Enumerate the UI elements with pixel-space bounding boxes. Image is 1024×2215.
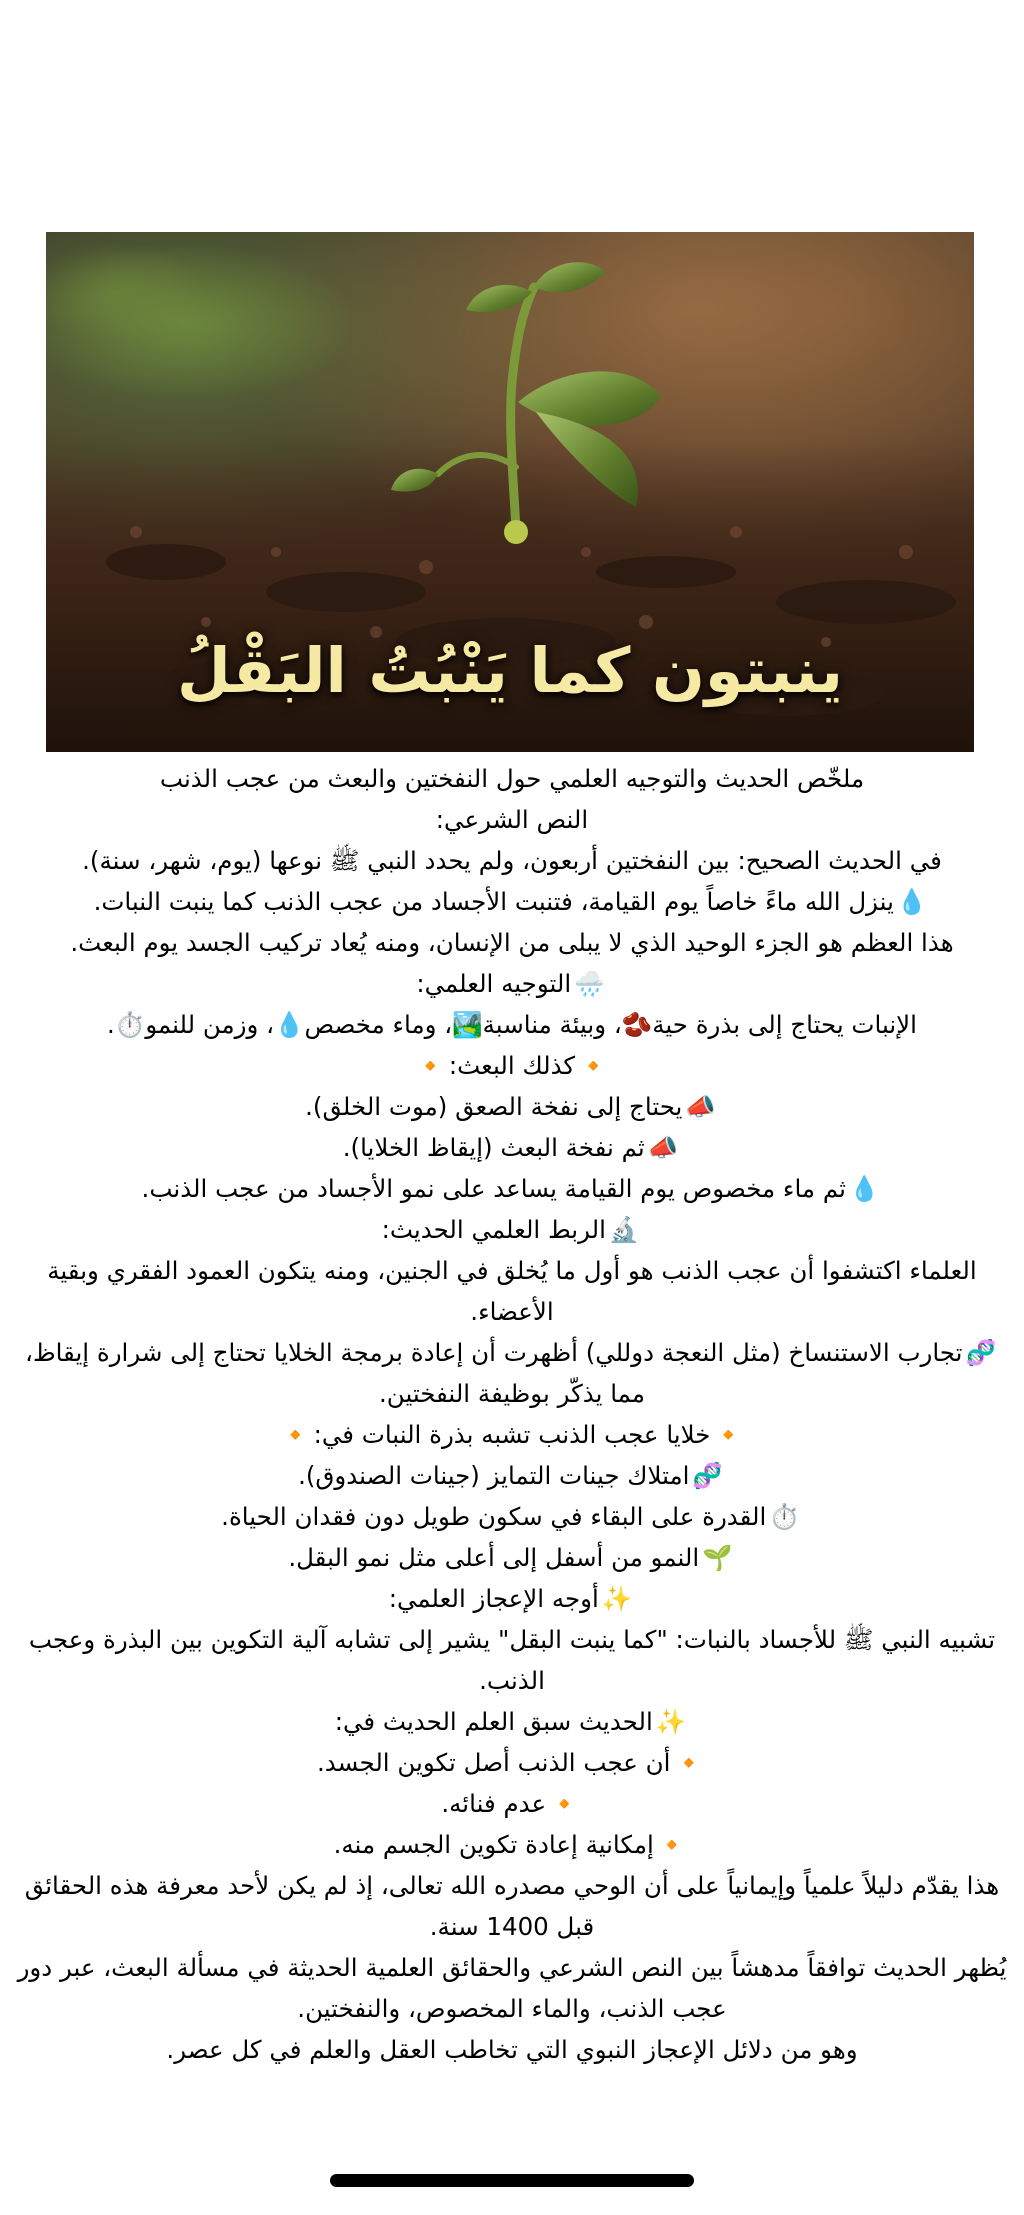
article-line	[0, 1824, 1024, 1865]
line-text: خلايا عجب الذنب تشبه بذرة النبات في:	[313, 1420, 711, 1449]
article-body	[0, 758, 1024, 2070]
line-text: النص الشرعي:	[435, 805, 589, 834]
line-icon: 🌱	[702, 1543, 733, 1572]
article-line	[0, 1168, 1024, 1209]
line-icon: 🔸	[673, 1748, 704, 1777]
line-icon: 🔸	[656, 1830, 688, 1859]
line-text: الإنبات يحتاج إلى بذرة حية🫘، وبيئة مناسبة🏞️، وماء مخصص💧، وزمن للنمو⏱️.	[107, 1010, 917, 1039]
article-line	[0, 1947, 1024, 2029]
article-line	[0, 1332, 1024, 1414]
line-text: تجارب الاستنساخ (مثل النعجة دوللي) أظهرت أن إعادة برمجة الخلايا تحتاج إلى شرارة إيقاظ، مما يذكّر بوظيفة النفختين.	[25, 1338, 963, 1408]
article-line	[0, 1496, 1024, 1537]
line-text: النمو من أسفل إلى أعلى مثل نمو البقل.	[288, 1543, 700, 1572]
article-line	[0, 922, 1024, 963]
line-icon: 🔬	[608, 1215, 640, 1244]
line-icon: 🌧️	[574, 969, 605, 998]
line-icon: 💧	[848, 1174, 880, 1203]
article-line	[0, 1619, 1024, 1701]
line-text: العلماء اكتشفوا أن عجب الذنب هو أول ما يُخلق في الجنين، ومنه يتكون العمود الفقري وبقية الأعضاء.	[47, 1256, 977, 1326]
line-text: وهو من دلائل الإعجاز النبوي التي تخاطب العقل والعلم في كل عصر.	[166, 2035, 858, 2064]
line-text: القدرة على البقاء في سكون طويل دون فقدان الحياة.	[221, 1502, 767, 1531]
line-text: أن عجب الذنب أصل تكوين الجسد.	[317, 1748, 671, 1777]
line-icon: 🔸	[549, 1789, 580, 1818]
article-line	[0, 881, 1024, 922]
line-text: هذا يقدّم دليلاً علمياً وإيمانياً على أن الوحي مصدره الله تعالى، إذ لم يكن لأحد معرفة هذه الحقائق قبل 1400 سنة.	[24, 1871, 1000, 1941]
line-icon: 🔸	[578, 1051, 609, 1080]
line-text: يحتاج إلى نفخة الصعق (موت الخلق).	[305, 1092, 683, 1121]
line-icon: 🔸	[415, 1051, 446, 1080]
line-text: ينزل الله ماءً خاصاً يوم القيامة، فتنبت الأجساد من عجب الذنب كما ينبت النبات.	[93, 887, 894, 916]
home-indicator	[330, 2174, 694, 2187]
hero-title: ينبتون كما يَنْبُتُ البَقْلُ	[177, 634, 843, 707]
line-icon: 📣	[647, 1133, 679, 1162]
line-text: هذا العظم هو الجزء الوحيد الذي لا يبلى من الإنسان، ومنه يُعاد تركيب الجسد يوم البعث.	[70, 928, 954, 957]
line-text: أوجه الإعجاز العلمي:	[388, 1584, 599, 1613]
line-text: الربط العلمي الحديث:	[381, 1215, 606, 1244]
line-text: الحديث سبق العلم الحديث في:	[334, 1707, 653, 1736]
article-line	[0, 1086, 1024, 1127]
line-text: عدم فنائه.	[441, 1789, 547, 1818]
line-text: التوجيه العلمي:	[416, 969, 572, 998]
line-icon: ⏱️	[769, 1502, 800, 1531]
article-line	[0, 1742, 1024, 1783]
line-text: ثم ماء مخصوص يوم القيامة يساعد على نمو الأجساد من عجب الذنب.	[141, 1174, 846, 1203]
line-icon: 🔸	[713, 1420, 744, 1449]
line-text: تشبيه النبي ﷺ للأجساد بالنبات: "كما ينبت البقل" يشير إلى تشابه آلية التكوين بين البذرة وعجب الذنب.	[28, 1625, 996, 1695]
article-line	[0, 1865, 1024, 1947]
line-icon: 💧	[896, 887, 928, 916]
line-text: امتلاك جينات التمايز (جينات الصندوق).	[298, 1461, 690, 1490]
article-line	[0, 1004, 1024, 1045]
line-text: ملخّص الحديث والتوجيه العلمي حول النفختين والبعث من عجب الذنب	[159, 764, 865, 793]
article-line	[0, 799, 1024, 840]
line-text: في الحديث الصحيح: بين النفختين أربعون، ولم يحدد النبي ﷺ نوعها (يوم، شهر، سنة).	[82, 846, 942, 875]
line-icon: 🔸	[280, 1420, 311, 1449]
line-text: ثم نفخة البعث (إيقاظ الخلايا).	[342, 1133, 645, 1162]
article-line	[0, 1045, 1024, 1086]
line-text: إمكانية إعادة تكوين الجسم منه.	[333, 1830, 654, 1859]
article-line	[0, 2029, 1024, 2070]
article-line	[0, 1783, 1024, 1824]
article-line	[0, 840, 1024, 881]
line-icon: ✨	[601, 1584, 633, 1613]
article-line	[0, 1127, 1024, 1168]
article-line	[0, 1250, 1024, 1332]
hero-image	[46, 232, 974, 752]
line-icon: 🧬	[692, 1461, 723, 1490]
article-line	[0, 1701, 1024, 1742]
article-line	[0, 1414, 1024, 1455]
article-line	[0, 1578, 1024, 1619]
line-text: يُظهر الحديث توافقاً مدهشاً بين النص الشرعي والحقائق العلمية الحديثة في مسألة البعث، عبر دور عجب الذنب، والماء المخصوص، والنفختين.	[17, 1953, 1007, 2023]
article-line	[0, 1455, 1024, 1496]
line-icon: 📣	[685, 1092, 716, 1121]
line-text: كذلك البعث:	[448, 1051, 576, 1080]
line-icon: ✨	[655, 1707, 687, 1736]
article-line	[0, 1209, 1024, 1250]
article-line	[0, 963, 1024, 1004]
article-line	[0, 758, 1024, 799]
line-icon: 🧬	[965, 1338, 996, 1367]
article-line	[0, 1537, 1024, 1578]
